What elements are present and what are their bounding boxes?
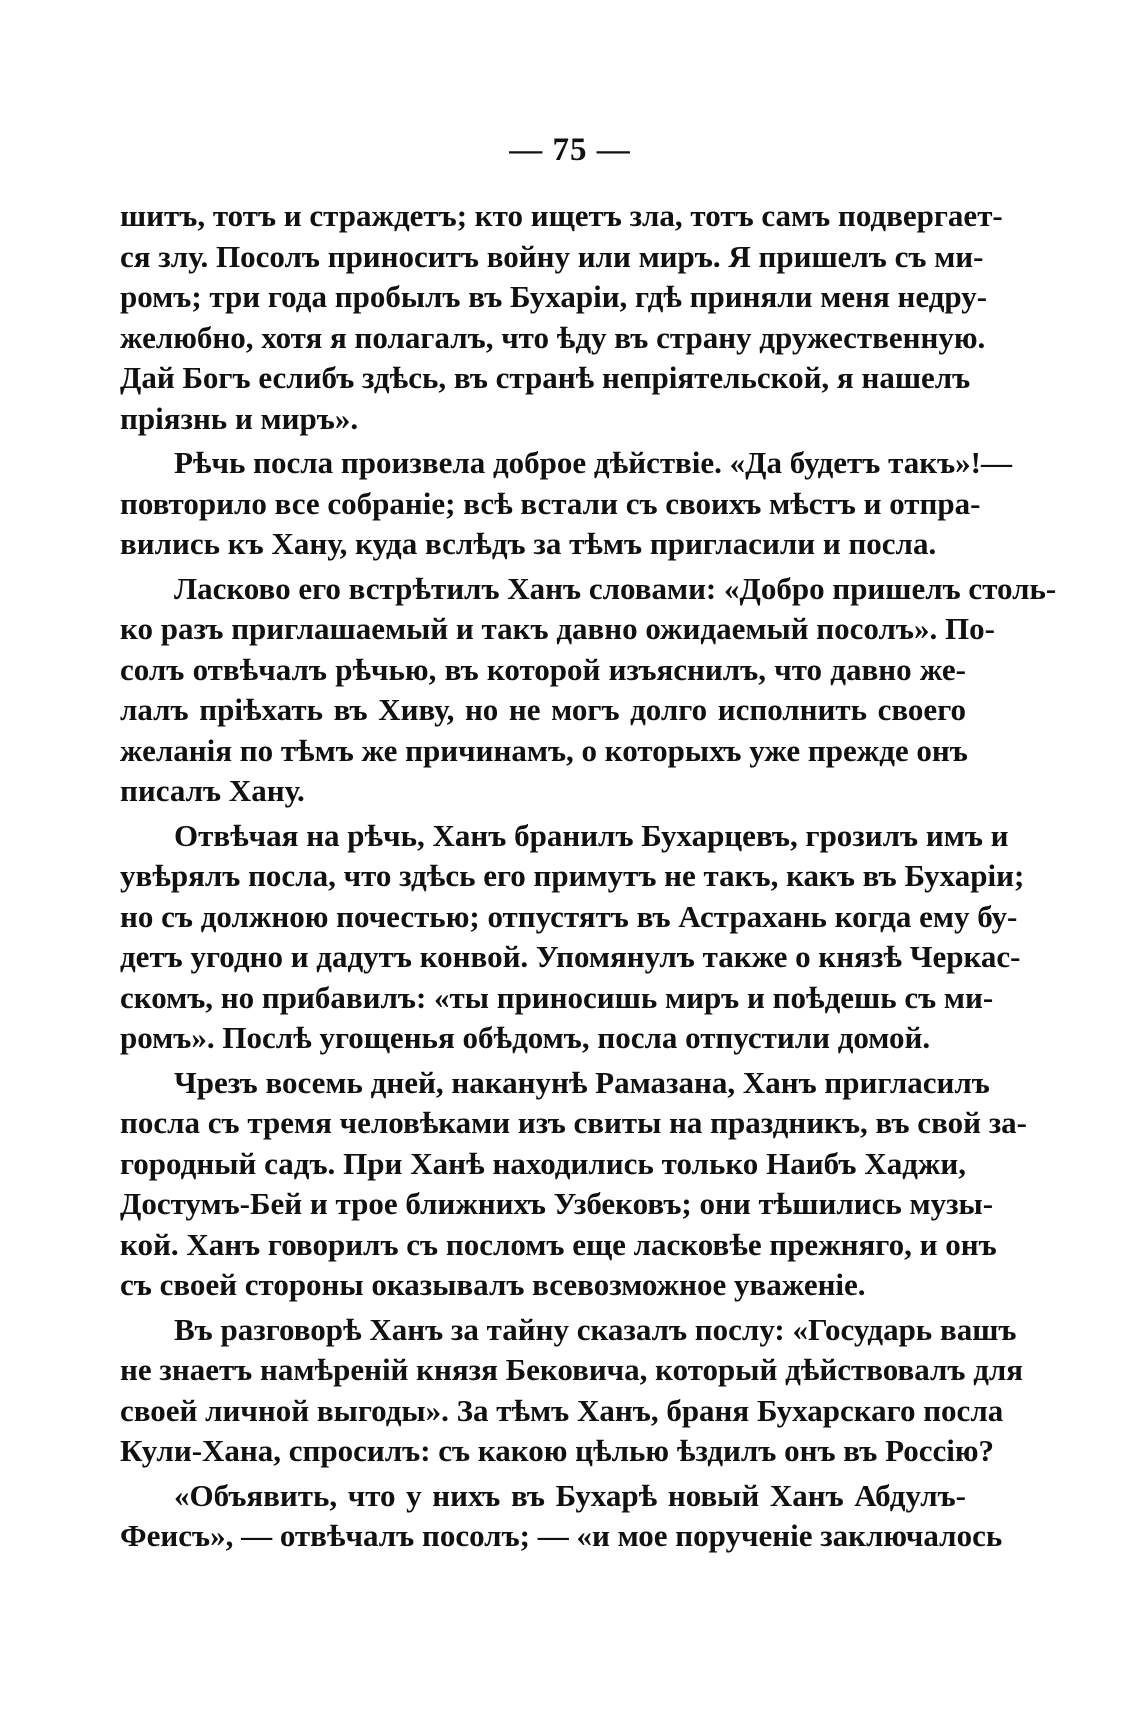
text-line: Отвѣчая на рѣчь, Ханъ бранилъ Бухарцевъ, грозилъ имъ и xyxy=(174,817,1009,853)
text-line: ромъ; три года пробылъ въ Бухаріи, гдѣ приняли меня недру- xyxy=(120,279,988,314)
text-line: лалъ пріѣхать въ Хиву, но не могъ долго исполнить своего xyxy=(120,692,966,727)
page-number: — 75 — xyxy=(509,132,631,168)
text-line: но съ должною почестью; отпустятъ въ Астрахань когда ему бу- xyxy=(120,898,1018,934)
text-line: вились къ Хану, куда вслѣдъ за тѣмъ пригласили и посла. xyxy=(120,526,937,561)
text-line: Ласково его встрѣтилъ Ханъ словами: «Добро пришелъ столь- xyxy=(174,570,1057,606)
text-line: Въ разговорѣ Ханъ за тайну сказалъ послу: «Государь вашъ xyxy=(174,1311,1017,1347)
text-line: ромъ». Послѣ угощенья обѣдомъ, посла отпустили домой. xyxy=(120,1020,931,1055)
text-line: солъ отвѣчалъ рѣчью, въ которой изъяснилъ, что давно же- xyxy=(120,651,966,687)
text-line: не знаетъ намѣреній князя Бековича, который дѣйствовалъ для xyxy=(120,1352,1024,1387)
text-line: Дай Богъ еслибъ здѣсь, въ странѣ непріятельской, я нашелъ xyxy=(120,360,971,395)
text-line: пріязнь и миръ». xyxy=(120,400,359,436)
text-line: съ своей стороны оказывалъ всевозможное уваженіе. xyxy=(120,1267,866,1302)
text-line: «Объявить, что у нихъ въ Бухарѣ новый Ханъ Абдулъ- xyxy=(174,1477,966,1513)
text-line: Рѣчь посла произвела доброе дѣйствіе. «Да будетъ такъ»!— xyxy=(174,445,1012,480)
text-line: Кули-Хана, спросилъ: съ какою цѣлью ѣздилъ онъ въ Россію? xyxy=(120,1433,995,1468)
text-line: Достумъ-Бей и трое ближнихъ Узбековъ; они тѣшились музы- xyxy=(120,1186,994,1221)
text-line: желанія по тѣмъ же причинамъ, о которыхъ уже прежде онъ xyxy=(120,732,968,768)
text-line: кой. Ханъ говорилъ съ посломъ еще ласковѣе прежняго, и онъ xyxy=(120,1226,997,1262)
text-line: шитъ, тотъ и страждетъ; кто ищетъ зла, тотъ самъ подвергает- xyxy=(120,198,1003,233)
text-line: увѣрялъ посла, что здѣсь его примутъ не такъ, какъ въ Бухаріи; xyxy=(120,858,1025,893)
text-line: ко разъ приглашаемый и такъ давно ожидаемый посолъ». По- xyxy=(120,611,995,646)
text-line: ся злу. Посолъ приноситъ войну или миръ. Я пришелъ съ ми- xyxy=(120,238,984,274)
text-line: повторило все собраніе; всѣ встали съ своихъ мѣстъ и отпра- xyxy=(120,485,981,521)
text-line: писалъ Хану. xyxy=(120,773,305,808)
text-line: своей личной выгоды». За тѣмъ Ханъ, браня Бухарскаго посла xyxy=(120,1392,1004,1428)
text-line: Чрезъ восемь дней, наканунѣ Рамазана, Ханъ пригласилъ xyxy=(174,1064,990,1100)
text-line: желюбно, хотя я полагалъ, что ѣду въ страну дружественную. xyxy=(120,319,986,355)
body-text xyxy=(120,196,1057,1557)
text-line: Феисъ», — отвѣчалъ посолъ; — «и мое порученіе заключалось xyxy=(120,1518,1003,1553)
text-line: детъ угодно и дадутъ конвой. Упомянулъ также о князѣ Черкас- xyxy=(120,939,1021,974)
text-line: городный садъ. При Ханѣ находились только Наибъ Хаджи, xyxy=(120,1145,966,1181)
text-line: скомъ, но прибавилъ: «ты приносишь миръ и поѣдешь съ ми- xyxy=(120,979,994,1015)
text-line: посла съ тремя человѣками изъ свиты на праздникъ, въ свой за- xyxy=(120,1105,1027,1140)
